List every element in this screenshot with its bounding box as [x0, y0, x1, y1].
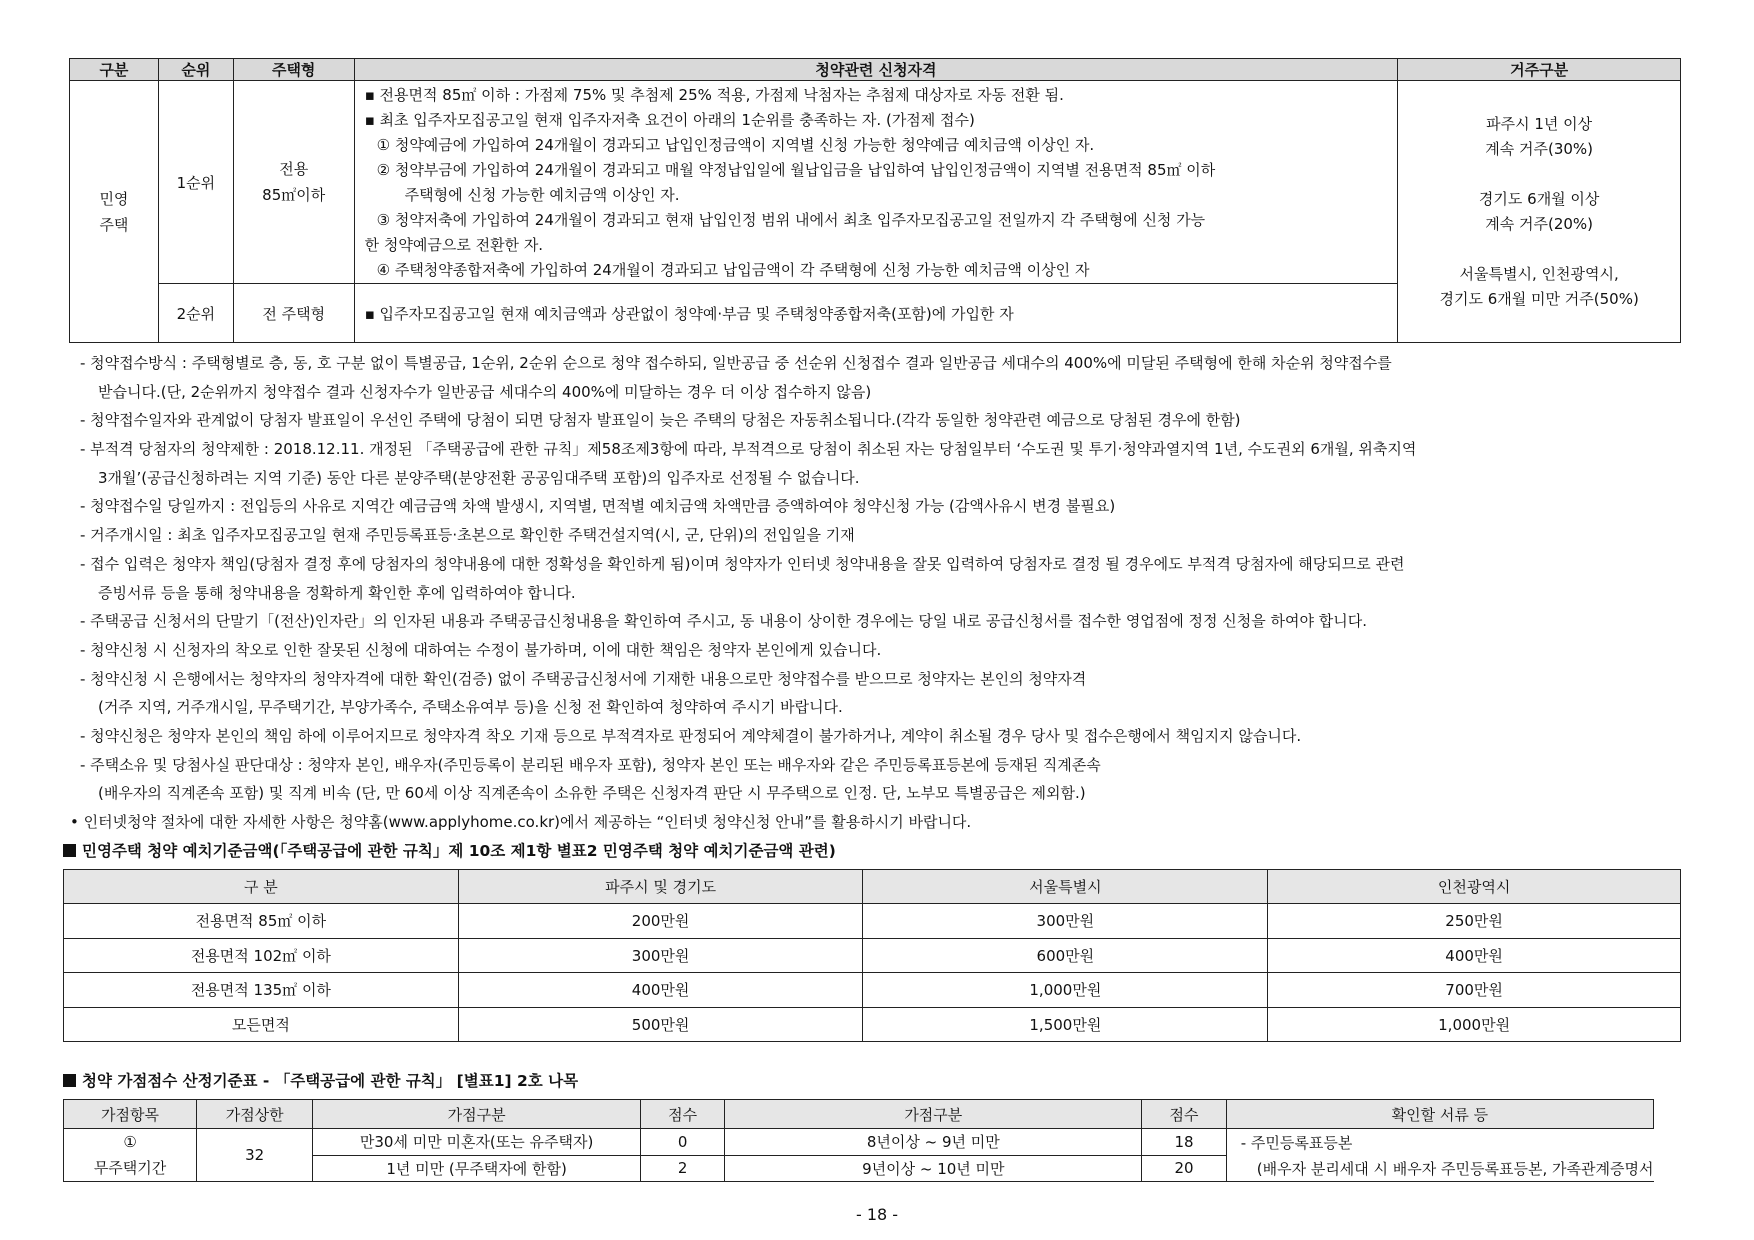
header-qualification: 청약관련 신청자격	[354, 59, 1398, 81]
deposit-cell: 1,000만원	[1268, 1007, 1681, 1042]
section-title-deposit	[63, 839, 836, 861]
table-row	[64, 1007, 1681, 1042]
qual-line: ③ 청약저축에 가입하여 24개월이 경과되고 현재 납입인정 범위 내에서 최초 입주자모집공고일 전일까지 각 주택형에 신청 가능	[376, 211, 1206, 229]
qualification-header-row	[70, 59, 1681, 81]
note-line: - 주택공급 신청서의 단말기「(전산)인자란」의 인자된 내용과 주택공급신청내용을 확인하여 주시고, 동 내용이 상이한 경우에는 당일 내로 공급신청서를 접수한 영업점에 정정 신청을 하여야 합니다.	[80, 612, 1368, 631]
header-house-type: 주택형	[233, 59, 354, 81]
rank1-qualifications	[354, 81, 1398, 284]
rank1-type: 전용 85㎡이하	[233, 81, 354, 284]
residence-line: 경기도 6개월 미만 거주(50%)	[1439, 289, 1639, 308]
deposit-cell: 250만원	[1268, 904, 1681, 939]
section-title-text: 민영주택 청약 예치기준금액(「주택공급에 관한 규칙」제 10조 제1항 별표2 민영주택 청약 예치기준금액 관련)	[82, 842, 836, 860]
qual-line: ④ 주택청약종합저축에 가입하여 24개월이 경과되고 납입금액이 각 주택형에 신청 가능한 예치금액 이상인 자	[376, 261, 1090, 279]
deposit-cell: 200만원	[458, 904, 863, 939]
qual-line: ▪ 전용면적 85㎡ 이하 : 가점제 75% 및 추첨제 25% 적용, 가점제 낙첨자는 추첨제 대상자로 자동 전환 됨.	[364, 86, 1064, 104]
score-header: 확인할 서류 등	[1226, 1100, 1653, 1129]
deposit-header: 구 분	[64, 870, 459, 904]
qual-line: 한 청약예금으로 전환한 자.	[364, 236, 544, 254]
deposit-cell: 700만원	[1268, 973, 1681, 1008]
residence-line: 계속 거주(30%)	[1485, 139, 1594, 158]
table-row	[64, 973, 1681, 1008]
rank2-type: 전 주택형	[233, 284, 354, 343]
deposit-cell: 1,500만원	[863, 1007, 1268, 1042]
deposit-cell: 400만원	[1268, 938, 1681, 973]
score-cell: 20	[1142, 1155, 1226, 1182]
deposit-cell: 400만원	[458, 973, 863, 1008]
section-title-score	[63, 1069, 578, 1091]
deposit-cell: 전용면적 85㎡ 이하	[64, 904, 459, 939]
deposit-cell: 500만원	[458, 1007, 863, 1042]
residence-line: 계속 거주(20%)	[1485, 214, 1594, 233]
score-header: 가점상한	[197, 1100, 313, 1129]
deposit-cell: 300만원	[863, 904, 1268, 939]
qual-line: ① 청약예금에 가입하여 24개월이 경과되고 납입인정금액이 지역별 신청 가능한 청약예금 예치금액 이상인 자.	[376, 136, 1095, 154]
rank1-rank: 1순위	[158, 81, 233, 284]
page-number: - 18 -	[855, 1205, 899, 1224]
black-square-icon	[63, 1074, 76, 1087]
black-square-icon	[63, 844, 76, 857]
note-line: 증빙서류 등을 통해 청약내용을 정확하게 확인한 후에 입력하여야 합니다.	[98, 583, 576, 602]
score-item-cell: ① 무주택기간	[64, 1129, 197, 1182]
residence-line: 파주시 1년 이상	[1486, 114, 1593, 133]
header-residence: 거주구분	[1398, 59, 1681, 81]
score-table	[63, 1099, 1654, 1182]
header-rank: 순위	[158, 59, 233, 81]
deposit-cell: 전용면적 102㎡ 이하	[64, 938, 459, 973]
score-cell: 8년이상 ~ 9년 미만	[725, 1129, 1142, 1156]
docs-cell: - 주민등록표등본	[1226, 1129, 1653, 1156]
deposit-cell: 300만원	[458, 938, 863, 973]
note-line: - 부적격 당첨자의 청약제한 : 2018.12.11. 개정된 「주택공급에 관한 규칙」제58조제3항에 따라, 부적격으로 당첨이 취소된 자는 당첨일부터 ‘수도권 및 투기·청약과열지역 1년, 수도권외 6개월, 위축지역	[80, 440, 1417, 459]
notes-list	[70, 349, 1700, 837]
note-line: - 청약접수일 당일까지 : 전입등의 사유로 지역간 예금금액 차액 발생시, 지역별, 면적별 예치금액 차액만큼 증액하여야 청약신청 가능 (감액사유시 변경 불필요)	[80, 497, 1116, 516]
score-header: 점수	[1142, 1100, 1226, 1129]
deposit-cell: 전용면적 135㎡ 이하	[64, 973, 459, 1008]
category-cell: 민영 주택	[70, 81, 159, 343]
qual-line: 주택형에 신청 가능한 예치금액 이상인 자.	[404, 186, 680, 204]
score-cell: 1년 미만 (무주택자에 한함)	[313, 1155, 641, 1182]
note-line: - 청약접수방식 : 주택형별로 층, 동, 호 구분 없이 특별공급, 1순위, 2순위 순으로 청약 접수하되, 일반공급 중 선순위 신청접수 결과 일반공급 세대수의 400%에 미달된 주택형에 한해 차순위 청약접수를	[80, 354, 1392, 372]
residence-cell	[1398, 81, 1681, 343]
score-cell: 18	[1142, 1129, 1226, 1156]
score-header: 가점구분	[725, 1100, 1142, 1129]
qualification-table	[69, 58, 1681, 343]
note-line: 3개월’(공급신청하려는 지역 기준) 동안 다른 분양주택(분양전환 공공임대주택 포함)의 입주자로 선정될 수 없습니다.	[98, 468, 860, 487]
note-line: - 청약신청 시 신청자의 착오로 인한 잘못된 신청에 대하여는 수정이 불가하며, 이에 대한 책임은 청약자 본인에게 있습니다.	[80, 640, 882, 659]
score-header-row	[64, 1100, 1654, 1129]
deposit-header-row	[64, 870, 1681, 904]
residence-line: 서울특별시, 인천광역시,	[1459, 264, 1619, 283]
deposit-header: 서울특별시	[863, 870, 1268, 904]
score-cell: 9년이상 ~ 10년 미만	[725, 1155, 1142, 1182]
residence-spacer	[1398, 162, 1680, 187]
table-row	[64, 1129, 1654, 1156]
score-header: 가점항목	[64, 1100, 197, 1129]
deposit-cell: 모든면적	[64, 1007, 459, 1042]
score-cell: 2	[640, 1155, 724, 1182]
qual-line: ▪ 최초 입주자모집공고일 현재 입주자저축 요건이 아래의 1순위를 충족하는 자. (가점제 접수)	[364, 111, 975, 129]
note-line: - 청약신청 시 은행에서는 청약자의 청약자격에 대한 확인(검증) 없이 주택공급신청서에 기재한 내용으로만 청약접수를 받으므로 청약자는 본인의 청약자격	[80, 669, 1087, 688]
score-header: 점수	[640, 1100, 724, 1129]
deposit-header: 파주시 및 경기도	[458, 870, 863, 904]
header-category: 구분	[70, 59, 159, 81]
note-line: - 접수 입력은 청약자 책임(당첨자 결정 후에 당첨자의 청약내용에 대한 정확성을 확인하게 됨)이며 청약자가 인터넷 청약내용을 잘못 입력하여 당첨자로 결정 될 경우에도 부적격 당첨자에 해당되므로 관련	[80, 554, 1405, 573]
score-cell: 0	[640, 1129, 724, 1156]
deposit-cell: 1,000만원	[863, 973, 1268, 1008]
residence-spacer	[1398, 237, 1680, 262]
note-line: (거주 지역, 거주개시일, 무주택기간, 부양가족수, 주택소유여부 등)을 신청 전 확인하여 청약하여 주시기 바랍니다.	[98, 698, 843, 717]
note-line: - 거주개시일 : 최초 입주자모집공고일 현재 주민등록표등·초본으로 확인한 주택건설지역(시, 군, 단위)의 전입일을 기재	[80, 526, 855, 545]
qual-line: ② 청약부금에 가입하여 24개월이 경과되고 매월 약정납입일에 월납입금을 납입하여 납입인정금액이 지역별 전용면적 85㎡ 이하	[376, 161, 1216, 179]
table-row	[64, 904, 1681, 939]
score-max-cell: 32	[197, 1129, 313, 1182]
note-line: - 청약접수일자와 관계없이 당첨자 발표일이 우선인 주택에 당첨이 되면 당첨자 발표일이 늦은 주택의 당첨은 자동취소됩니다.(각각 동일한 청약관련 예금으로 당첨된 경우에 한함)	[80, 411, 1241, 430]
section-title-text: 청약 가점점수 산정기준표 - 「주택공급에 관한 규칙」 [별표1] 2호 나목	[82, 1072, 579, 1090]
rank2-qualification: ▪ 입주자모집공고일 현재 예치금액과 상관없이 청약예·부금 및 주택청약종합저축(포함)에 가입한 자	[354, 284, 1398, 343]
note-line: 받습니다.(단, 2순위까지 청약접수 결과 신청자수가 일반공급 세대수의 400%에 미달하는 경우 더 이상 접수하지 않음)	[98, 382, 872, 401]
deposit-cell: 600만원	[863, 938, 1268, 973]
deposit-table	[63, 869, 1681, 1042]
deposit-header: 인천광역시	[1268, 870, 1681, 904]
residence-line: 경기도 6개월 이상	[1478, 189, 1600, 208]
note-line: (배우자의 직계존속 포함) 및 직계 비속 (단, 만 60세 이상 직계존속이 소유한 주택은 신청자격 판단 시 무주택으로 인정. 단, 노부모 특별공급은 제외함.)	[98, 784, 1086, 803]
note-line: - 청약신청은 청약자 본인의 책임 하에 이루어지므로 청약자격 착오 기재 등으로 부적격자로 판정되어 계약체결이 불가하거나, 계약이 취소될 경우 당사 및 접수은행에서 책임지지 않습니다.	[80, 726, 1302, 745]
docs-cell: (배우자 분리세대 시 배우자 주민등록표등본, 가족관계증명서	[1226, 1155, 1653, 1182]
note-line: - 주택소유 및 당첨사실 판단대상 : 청약자 본인, 배우자(주민등록이 분리된 배우자 포함), 청약자 본인 또는 배우자와 같은 주민등록표등본에 등재된 직계존속	[80, 755, 1101, 774]
bullet-note: • 인터넷청약 절차에 대한 자세한 사항은 청약홈(www.applyhome.co.kr)에서 제공하는 “인터넷 청약신청 안내”를 활용하시기 바랍니다.	[70, 813, 972, 831]
score-cell: 만30세 미만 미혼자(또는 유주택자)	[313, 1129, 641, 1156]
table-row	[64, 938, 1681, 973]
rank1-row	[70, 81, 1681, 284]
score-header: 가점구분	[313, 1100, 641, 1129]
rank2-rank: 2순위	[158, 284, 233, 343]
